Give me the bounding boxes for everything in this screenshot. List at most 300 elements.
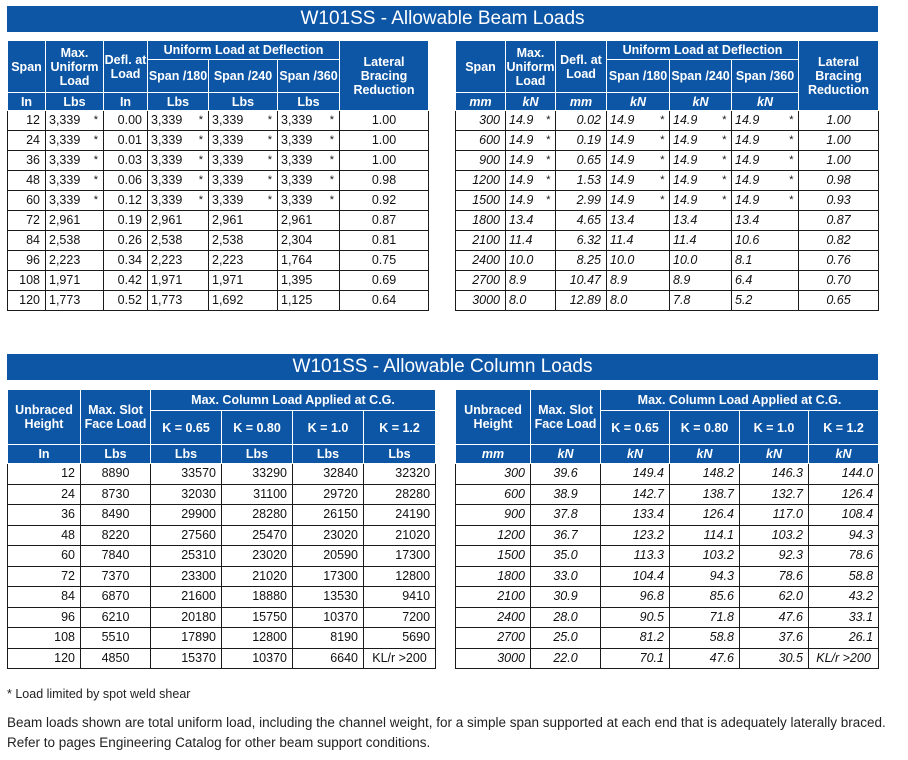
k-080-header: K = 0.80 [222,411,293,445]
cell-value: 3,339 [151,173,183,187]
table-cell: 126.4 [670,505,740,526]
table-cell: 2100 [456,231,506,251]
weld-shear-asterisk: * [329,114,334,126]
table-cell: 47.6 [670,648,740,669]
table-cell: 8.9 [506,271,556,291]
weld-shear-asterisk: * [267,174,272,186]
table-cell: 8730 [81,484,151,505]
max-slot-face-load-header: Max. Slot Face Load [81,390,151,445]
weld-shear-asterisk: * [788,154,793,166]
table-cell: 10.6 [732,231,799,251]
table-cell: 85.6 [670,587,740,608]
unbraced-height-header: Unbraced Height [8,390,81,445]
column-loads-title: W101SS - Allowable Column Loads [7,354,878,380]
weld-shear-asterisk: * [659,114,664,126]
weld-shear-asterisk: * [93,154,98,166]
table-cell: 132.7 [740,484,809,505]
table-cell: 3000 [456,648,531,669]
table-cell: 2,223 [209,251,278,271]
beam-loads-note: Beam loads shown are total uniform load, including the channel weight, for a simple span supported at each end that is adequately laterally braced. [7,715,886,730]
table-cell: 108.4 [809,505,879,526]
cell-value: 14.9 [673,193,698,207]
table-cell: 36.7 [531,525,601,546]
table-cell: 37.8 [531,505,601,526]
table-cell: 2,538 [148,231,209,251]
cell-value: 14.9 [735,133,760,147]
table-cell [732,131,799,151]
table-cell: 22.0 [531,648,601,669]
table-cell [506,131,556,151]
cell-value: 3,339 [49,113,81,127]
weld-shear-asterisk: * [329,134,334,146]
table-cell: 8.9 [607,271,670,291]
table-cell [209,151,278,171]
table-cell: 2,223 [148,251,209,271]
table-row [8,131,429,151]
cell-value: 3,339 [151,193,183,207]
table-cell: 0.93 [799,191,879,211]
table-row [8,291,429,311]
weld-shear-asterisk: * [721,194,726,206]
table-row [456,231,879,251]
weld-shear-asterisk: * [93,114,98,126]
span-180-header: Span /180 [148,60,209,93]
table-cell [278,131,340,151]
table-row [8,464,436,485]
table-row [456,211,879,231]
table-row [8,231,429,251]
table-cell [148,191,209,211]
table-cell: 2,961 [209,211,278,231]
table-cell: 38.9 [531,484,601,505]
table-cell: 1,971 [148,271,209,291]
table-cell: 2,223 [46,251,104,271]
table-cell: 6.32 [556,231,607,251]
table-cell: 35.0 [531,546,601,567]
table-cell: 3000 [456,291,506,311]
table-cell: 13.4 [732,211,799,231]
table-cell: 10.0 [506,251,556,271]
weld-shear-asterisk: * [545,114,550,126]
table-cell: 15750 [222,607,293,628]
table-cell: 138.7 [670,484,740,505]
table-cell: 9410 [364,587,436,608]
table-cell: 0.69 [340,271,429,291]
table-cell: 5.2 [732,291,799,311]
table-cell: 0.87 [799,211,879,231]
table-cell: 0.64 [340,291,429,311]
table-cell: 0.26 [104,231,148,251]
weld-shear-asterisk: * [788,194,793,206]
table-cell: 13.4 [607,211,670,231]
unit-cell: kN [809,445,879,464]
table-cell: 0.92 [340,191,429,211]
unit-cell: Lbs [148,93,209,111]
table-cell: 8.0 [506,291,556,311]
cell-value: 3,339 [281,133,313,147]
table-cell: 31100 [222,484,293,505]
table-cell: 1,692 [209,291,278,311]
table-cell [148,131,209,151]
cell-value: 14.9 [509,173,534,187]
table-cell: 1.00 [340,111,429,131]
table-cell [278,111,340,131]
cell-value: 14.9 [610,193,635,207]
table-cell [148,111,209,131]
table-cell [506,111,556,131]
table-cell: 28280 [364,484,436,505]
table-cell: 133.4 [601,505,670,526]
weld-shear-asterisk: * [545,194,550,206]
table-row [8,111,429,131]
uniform-load-at-deflection-header: Uniform Load at Deflection [607,41,799,60]
table-cell: 0.01 [104,131,148,151]
table-row [8,171,429,191]
table-cell [209,171,278,191]
cell-value: 3,339 [49,153,81,167]
table-row [456,484,879,505]
beam-support-reference-note: Refer to pages Engineering Catalog for other beam support conditions. [7,735,431,750]
weld-shear-asterisk: * [659,154,664,166]
table-cell: 2700 [456,628,531,649]
cell-value: 3,339 [49,193,81,207]
table-cell: 6640 [293,648,364,669]
unit-cell: Lbs [364,445,436,464]
table-cell: 2,961 [278,211,340,231]
table-cell: 7370 [81,566,151,587]
table-cell: 8.25 [556,251,607,271]
table-cell: 8490 [81,505,151,526]
table-cell: 0.82 [799,231,879,251]
table-cell: 28280 [222,505,293,526]
table-cell [506,171,556,191]
table-cell [607,151,670,171]
k-12-header: K = 1.2 [809,411,879,445]
unit-cell: kN [607,93,670,111]
table-cell [732,171,799,191]
table-cell: 10.0 [607,251,670,271]
table-cell: 33290 [222,464,293,485]
table-cell: 84 [8,231,46,251]
unit-cell: kN [670,445,740,464]
table-cell [607,111,670,131]
table-cell: 600 [456,131,506,151]
table-cell: 10.47 [556,271,607,291]
table-cell: 146.3 [740,464,809,485]
table-cell: 94.3 [809,525,879,546]
table-cell: 1.00 [340,131,429,151]
table-cell [670,171,732,191]
table-cell: 29720 [293,484,364,505]
table-cell [506,151,556,171]
table-cell: 114.1 [670,525,740,546]
table-cell: 21600 [151,587,222,608]
table-cell [46,171,104,191]
weld-shear-asterisk: * [198,114,203,126]
table-cell: 4.65 [556,211,607,231]
table-cell: 8.9 [670,271,732,291]
table-cell: 1.00 [799,131,879,151]
span-240-header: Span /240 [209,60,278,93]
table-cell [607,131,670,151]
cell-value: 3,339 [49,173,81,187]
weld-shear-asterisk: * [267,154,272,166]
table-row [456,291,879,311]
table-cell: 1,764 [278,251,340,271]
table-row [8,607,436,628]
table-cell: 0.42 [104,271,148,291]
table-cell: 1200 [456,525,531,546]
table-cell: 2,304 [278,231,340,251]
table-cell: 36 [8,151,46,171]
table-cell: 43.2 [809,587,879,608]
max-column-load-header: Max. Column Load Applied at C.G. [151,390,436,411]
table-cell: 81.2 [601,628,670,649]
table-cell: 33570 [151,464,222,485]
table-cell: 11.4 [607,231,670,251]
weld-shear-asterisk: * [659,194,664,206]
table-cell: 60 [8,191,46,211]
table-cell: 2700 [456,271,506,291]
table-cell: 0.12 [104,191,148,211]
weld-shear-asterisk: * [329,194,334,206]
weld-shear-asterisk: * [329,154,334,166]
table-cell [46,111,104,131]
table-cell: 78.6 [740,566,809,587]
table-cell: 62.0 [740,587,809,608]
table-cell: 28.0 [531,607,601,628]
table-cell: 33.1 [809,607,879,628]
table-row [456,628,879,649]
table-cell: 6.4 [732,271,799,291]
table-cell: 0.81 [340,231,429,251]
table-cell: 900 [456,505,531,526]
weld-shear-asterisk: * [721,134,726,146]
table-row [456,251,879,271]
unit-cell: Lbs [46,93,104,111]
table-cell: 120 [8,291,46,311]
cell-value: 14.9 [673,173,698,187]
weld-shear-asterisk: * [788,174,793,186]
table-cell: 33.0 [531,566,601,587]
table-cell: 2400 [456,251,506,271]
cell-value: 14.9 [735,173,760,187]
table-cell: 0.34 [104,251,148,271]
table-row [8,484,436,505]
table-cell: 78.6 [809,546,879,567]
table-row [456,151,879,171]
cell-value: 3,339 [212,113,244,127]
table-row [8,191,429,211]
cell-value: 3,339 [212,153,244,167]
weld-shear-asterisk: * [93,194,98,206]
table-cell: 1.00 [799,111,879,131]
max-slot-face-load-header: Max. Slot Face Load [531,390,601,445]
unit-cell: mm [456,93,506,111]
cell-value: 3,339 [151,153,183,167]
span-header: Span [8,41,46,93]
lateral-bracing-reduction-header: Lateral Bracing Reduction [340,41,429,111]
beam-loads-title: W101SS - Allowable Beam Loads [7,6,878,32]
table-cell: 13.4 [506,211,556,231]
table-row [8,151,429,171]
table-cell [732,151,799,171]
cell-value: 14.9 [509,193,534,207]
table-cell: 30.9 [531,587,601,608]
table-cell [607,171,670,191]
cell-value: 14.9 [735,193,760,207]
k-065-header: K = 0.65 [601,411,670,445]
table-cell: 30.5 [740,648,809,669]
table-cell: 1,395 [278,271,340,291]
k-065-header: K = 0.65 [151,411,222,445]
table-cell: 8890 [81,464,151,485]
unit-cell: In [8,445,81,464]
table-cell: 11.4 [670,231,732,251]
table-cell: 123.2 [601,525,670,546]
cell-value: 3,339 [212,193,244,207]
table-cell: 148.2 [670,464,740,485]
table-cell: 96 [8,251,46,271]
table-cell: 32320 [364,464,436,485]
weld-shear-asterisk: * [267,134,272,146]
table-cell: 90.5 [601,607,670,628]
table-cell: 300 [456,111,506,131]
unbraced-height-header: Unbraced Height [456,390,531,445]
table-cell: 13.4 [670,211,732,231]
cell-value: 14.9 [610,133,635,147]
table-cell: 4850 [81,648,151,669]
table-row [456,607,879,628]
weld-shear-asterisk: * [721,114,726,126]
defl-at-load-header: Defl. at Load [556,41,607,93]
table-row [456,525,879,546]
weld-shear-asterisk: * [93,174,98,186]
weld-shear-asterisk: * [545,154,550,166]
table-cell: 1800 [456,566,531,587]
unit-cell: Lbs [151,445,222,464]
k-10-header: K = 1.0 [293,411,364,445]
table-cell: 1,971 [46,271,104,291]
table-cell: 23020 [222,546,293,567]
table-cell [506,191,556,211]
k-10-header: K = 1.0 [740,411,809,445]
table-cell: 120 [8,648,81,669]
table-cell: 24 [8,484,81,505]
table-cell [148,171,209,191]
table-cell: 113.3 [601,546,670,567]
weld-shear-asterisk: * [545,134,550,146]
table-cell: 144.0 [809,464,879,485]
table-cell: 18880 [222,587,293,608]
table-row [8,505,436,526]
unit-cell: Lbs [293,445,364,464]
cell-value: 14.9 [509,133,534,147]
table-cell: 72 [8,211,46,231]
table-cell: 2,538 [46,231,104,251]
table-cell: 1,125 [278,291,340,311]
table-cell [278,191,340,211]
table-cell [278,171,340,191]
table-cell [278,151,340,171]
cell-value: 3,339 [49,133,81,147]
table-cell: 0.87 [340,211,429,231]
table-cell: 900 [456,151,506,171]
table-row [456,464,879,485]
unit-row [8,445,436,464]
table-cell: 2100 [456,587,531,608]
table-cell: 8.0 [607,291,670,311]
cell-value: 3,339 [151,113,183,127]
table-cell: 58.8 [809,566,879,587]
cell-value: 14.9 [610,113,635,127]
table-cell [732,191,799,211]
table-cell: 36 [8,505,81,526]
table-cell: 26150 [293,505,364,526]
unit-cell: Lbs [222,445,293,464]
cell-value: 3,339 [212,173,244,187]
table-cell: 108 [8,628,81,649]
table-cell: 103.2 [740,525,809,546]
table-row [8,251,429,271]
uniform-load-at-deflection-header: Uniform Load at Deflection [148,41,340,60]
cell-value: 3,339 [151,133,183,147]
unit-cell: mm [456,445,531,464]
table-cell: 8220 [81,525,151,546]
table-row [456,171,879,191]
table-cell [607,191,670,211]
table-cell: 7.8 [670,291,732,311]
table-cell: 39.6 [531,464,601,485]
table-row [8,587,436,608]
table-cell: 1200 [456,171,506,191]
table-cell: 126.4 [809,484,879,505]
table-cell: 0.76 [799,251,879,271]
table-row [456,648,879,669]
cell-value: 3,339 [281,193,313,207]
table-row [456,587,879,608]
table-cell: 0.98 [340,171,429,191]
table-cell: 1800 [456,211,506,231]
table-cell: 0.65 [556,151,607,171]
table-row [8,211,429,231]
table-cell [670,191,732,211]
weld-shear-asterisk: * [545,174,550,186]
cell-value: 3,339 [212,133,244,147]
max-column-load-header: Max. Column Load Applied at C.G. [601,390,879,411]
table-row [8,271,429,291]
table-cell: 32840 [293,464,364,485]
span-240-header: Span /240 [670,60,732,93]
table-cell [46,131,104,151]
table-cell: 0.52 [104,291,148,311]
table-cell: 23300 [151,566,222,587]
table-cell: 142.7 [601,484,670,505]
table-cell: 7840 [81,546,151,567]
span-360-header: Span /360 [278,60,340,93]
table-cell: 48 [8,525,81,546]
table-cell: 32030 [151,484,222,505]
k-080-header: K = 0.80 [670,411,740,445]
table-cell: 17300 [364,546,436,567]
table-cell [46,191,104,211]
table-cell: 7200 [364,607,436,628]
table-row [8,648,436,669]
table-row [456,191,879,211]
table-cell: KL/r >200 [364,648,436,669]
weld-shear-asterisk: * [721,174,726,186]
table-cell: 20590 [293,546,364,567]
